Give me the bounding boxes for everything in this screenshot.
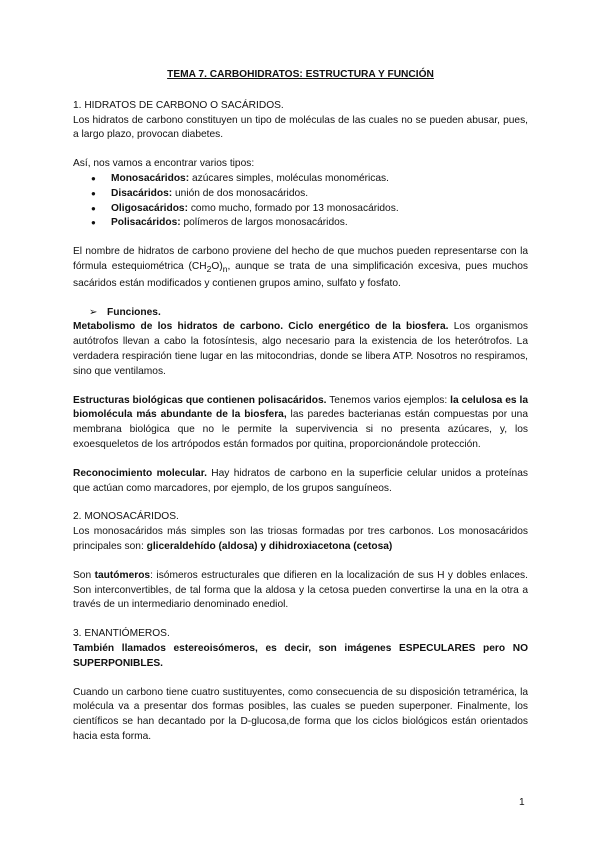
bullet-icon: ●: [91, 203, 96, 213]
estructuras-paragraph: Estructuras biológicas que contienen polisacáridos. Tenemos varios ejemplos: la celulosa es la biomolécula más abundante de la biosfera, las paredes bacterianas están compuestas por una membrana biológica que no le permite la supervivencia si no presenta azúcares, y, los exoesqueletos de los artrópodos están formados por quitina, proporcionándole protección.: [73, 394, 528, 450]
list-item: ● Oligosacáridos: como mucho, formado por 13 monosacáridos.: [111, 202, 528, 217]
enantiomeros-bold-line: También llamados estereoisómeros, es decir, son imágenes ESPECULARES pero NO SUPERPONIBLES.: [73, 642, 528, 669]
section-1-heading: 1. HIDRATOS DE CARBONO O SACÁRIDOS.: [73, 99, 284, 111]
list-item: ● Monosacáridos: azúcares simples, moléculas monoméricas.: [111, 172, 528, 187]
bullet-icon: ●: [91, 218, 96, 228]
list-item: ● Polisacáridos: polímeros de largos monosacáridos.: [111, 216, 528, 231]
page-number: 1: [519, 797, 525, 808]
document-title: TEMA 7. CARBOHIDRATOS: ESTRUCTURA Y FUNCIÓN: [167, 69, 434, 80]
funciones-heading: ➢ Funciones.: [89, 306, 528, 321]
section-2-heading: 2. MONOSACÁRIDOS.: [73, 511, 179, 523]
reconocimiento-paragraph: Reconocimiento molecular. Hay hidratos de carbono en la superficie celular unidos a proteínas que actúan como marcadores, por ejemplo, de los grupos sanguíneos.: [73, 467, 528, 494]
bullet-icon: ●: [91, 188, 96, 198]
metabolismo-paragraph: Metabolismo de los hidratos de carbono. Ciclo energético de la biosfera. Los organismos autótrofos llevan a cabo la fotosíntesis, algo necesario para la existencia de los heterótrofos. La verdadera respiración tiene lugar en las mitocondrias, donde se libera ATP. Nosotros no respiramos, sino que ventilamos.: [73, 321, 528, 377]
bullet-icon: ●: [91, 173, 96, 183]
enantiomeros-paragraph: Cuando un carbono tiene cuatro sustituyentes, como consecuencia de su disposición tetramérica, la molécula va a presentar dos formas posibles, las cuales se pueden superponer. Finalmente, los científicos se han decantado por la D-glucosa,de forma que los ciclos biológicos están orientados hacia esta forma.: [73, 686, 528, 742]
arrow-bullet-icon: ➢: [89, 306, 98, 318]
page-content: [73, 68, 528, 745]
types-intro: Así, nos vamos a encontrar varios tipos:: [73, 158, 255, 170]
tautomeros-paragraph: Son tautómeros: isómeros estructurales que difieren en la localización de sus H y dobles enlaces. Son interconvertibles, de tal forma que la aldosa y la cetosa pueden convertirse la una en la otra a través de un intermediario denominado enediol.: [73, 569, 528, 611]
list-item: ● Disacáridos: unión de dos monosacáridos.: [111, 187, 528, 202]
section-1-intro: Los hidratos de carbono constituyen un tipo de moléculas de las cuales no se pueden abusar, pues, a largo plazo, provocan diabetes.: [73, 114, 528, 141]
name-origin-paragraph: El nombre de hidratos de carbono proviene del hecho de que muchos pueden representarse con la fórmula estequiométrica $(CH_2O)_n$, aunque se trata de una simplificación excesiva, pues muchos sacáridos están modificados y contienen grupos amino, sulfato y fosfato.: [73, 246, 528, 289]
monosacaridos-paragraph: Los monosacáridos más simples son las triosas formadas por tres carbonos. Los monosacáridos principales son: gliceraldehído (aldosa) y dihidroxiacetona (cetosa): [73, 526, 528, 552]
section-3-heading: 3. ENANTIÓMEROS.: [73, 628, 170, 640]
types-list: [73, 172, 528, 231]
